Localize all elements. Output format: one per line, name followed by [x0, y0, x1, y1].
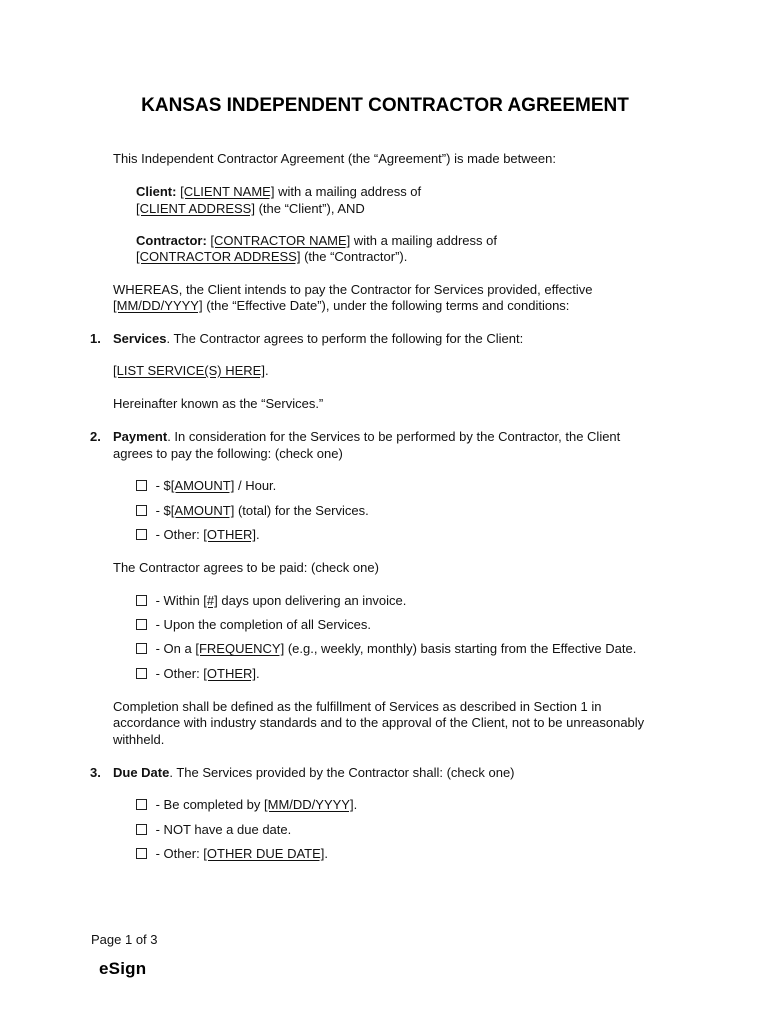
due-option-other — [136, 845, 328, 862]
completion-line-3: withheld. — [113, 732, 165, 747]
option-prefix: - $ — [152, 478, 171, 493]
whereas-line-2 — [113, 297, 569, 314]
option-prefix: - $ — [152, 503, 171, 518]
contractor-name-field[interactable]: [CONTRACTOR NAME] — [210, 233, 351, 248]
frequency-field[interactable]: [FREQUENCY] — [195, 641, 285, 656]
paid-intro: The Contractor agrees to be paid: (check one) — [113, 560, 379, 575]
option-suffix: (e.g., weekly, monthly) basis starting from the Effective Date. — [284, 641, 637, 656]
days-field[interactable]: [#] — [203, 593, 218, 608]
option-prefix: - Be completed by — [152, 797, 264, 812]
esign-logo: eSign — [99, 959, 147, 978]
payment-other-field[interactable]: [OTHER] — [203, 527, 257, 542]
option-text: - NOT have a due date. — [152, 822, 292, 837]
client-line-2 — [136, 200, 365, 217]
client-line2-rest: (the “Client”), AND — [254, 201, 365, 216]
document-title: KANSAS INDEPENDENT CONTRACTOR AGREEMENT — [141, 95, 629, 116]
client-line1-rest: with a mailing address of — [274, 184, 422, 199]
contractor-line-1 — [136, 232, 497, 249]
paid-option-frequency — [136, 640, 636, 657]
option-suffix: . — [256, 666, 260, 681]
checkbox[interactable] — [136, 848, 147, 859]
checkbox[interactable] — [136, 505, 147, 516]
payment-option-other — [136, 526, 260, 543]
section2-heading: Payment — [113, 429, 168, 444]
services-known-as: Hereinafter known as the “Services.” — [113, 396, 324, 411]
intro-text: This Independent Contractor Agreement (the “Agreement”) is made between: — [113, 151, 556, 166]
completion-line-1: Completion shall be defined as the fulfillment of Services as described in Section 1 in — [113, 699, 602, 714]
client-line-1 — [136, 183, 421, 200]
payment-option-hourly — [136, 477, 276, 494]
due-option-none — [136, 821, 291, 838]
total-amount-field[interactable]: [AMOUNT] — [170, 503, 235, 518]
paid-option-within-days — [136, 592, 406, 609]
services-list-line — [113, 362, 269, 379]
option-suffix: (total) for the Services. — [234, 503, 369, 518]
option-suffix: / Hour. — [234, 478, 277, 493]
contractor-line2-rest: (the “Contractor”). — [300, 249, 408, 264]
contractor-address-field[interactable]: [CONTRACTOR ADDRESS] — [136, 249, 301, 264]
contractor-label: Contractor: — [136, 233, 207, 248]
section2-line-1 — [113, 428, 620, 445]
option-suffix: . — [256, 527, 260, 542]
checkbox[interactable] — [136, 619, 147, 630]
payment-option-total — [136, 502, 369, 519]
paid-other-field[interactable]: [OTHER] — [203, 666, 257, 681]
option-prefix: - On a — [152, 641, 196, 656]
due-date-field[interactable]: [MM/DD/YYYY] — [264, 797, 354, 812]
option-text: - Upon the completion of all Services. — [152, 617, 371, 632]
hourly-amount-field[interactable]: [AMOUNT] — [170, 478, 235, 493]
client-address-field[interactable]: [CLIENT ADDRESS] — [136, 201, 255, 216]
whereas-line2-rest: (the “Effective Date”), under the following terms and conditions: — [202, 298, 570, 313]
checkbox[interactable] — [136, 799, 147, 810]
section3-line — [113, 764, 515, 781]
option-prefix: - Other: — [152, 527, 204, 542]
option-suffix: . — [353, 797, 358, 812]
checkbox[interactable] — [136, 668, 147, 679]
checkbox[interactable] — [136, 643, 147, 654]
section1-line — [113, 330, 523, 347]
page-number: Page 1 of 3 — [91, 932, 158, 947]
other-due-date-field[interactable]: [OTHER DUE DATE] — [203, 846, 325, 861]
services-list-field[interactable]: [LIST SERVICE(S) HERE] — [113, 363, 265, 378]
section2-number: 2. — [90, 429, 101, 444]
option-prefix: - Other: — [152, 846, 204, 861]
section1-text: . The Contractor agrees to perform the following for the Client: — [166, 331, 524, 346]
contractor-line1-rest: with a mailing address of — [350, 233, 497, 248]
services-list-end: . — [264, 363, 269, 378]
whereas-line-1: WHEREAS, the Client intends to pay the Contractor for Services provided, effective — [113, 282, 593, 297]
checkbox[interactable] — [136, 824, 147, 835]
due-option-completed-by — [136, 796, 357, 813]
checkbox[interactable] — [136, 595, 147, 606]
checkbox[interactable] — [136, 529, 147, 540]
option-suffix: . — [324, 846, 329, 861]
completion-line-2: accordance with industry standards and to the approval of the Client, not to be unreasonably — [113, 715, 645, 730]
paid-option-other — [136, 665, 260, 682]
option-prefix: - Within — [152, 593, 204, 608]
client-name-field[interactable]: [CLIENT NAME] — [180, 184, 275, 199]
section2-text-1: . In consideration for the Services to be performed by the Contractor, the Client — [167, 429, 621, 444]
section3-number: 3. — [90, 765, 101, 780]
section1-number: 1. — [90, 331, 101, 346]
contractor-line-2 — [136, 248, 407, 265]
option-suffix: days upon delivering an invoice. — [217, 593, 407, 608]
effective-date-field[interactable]: [MM/DD/YYYY] — [113, 298, 203, 313]
checkbox[interactable] — [136, 480, 147, 491]
paid-option-completion — [136, 616, 371, 633]
section1-heading: Services — [113, 331, 167, 346]
section3-text: . The Services provided by the Contractor shall: (check one) — [169, 765, 515, 780]
option-prefix: - Other: — [152, 666, 204, 681]
section3-heading: Due Date — [113, 765, 170, 780]
client-label: Client: — [136, 184, 177, 199]
section2-line-2: agrees to pay the following: (check one) — [113, 446, 343, 461]
